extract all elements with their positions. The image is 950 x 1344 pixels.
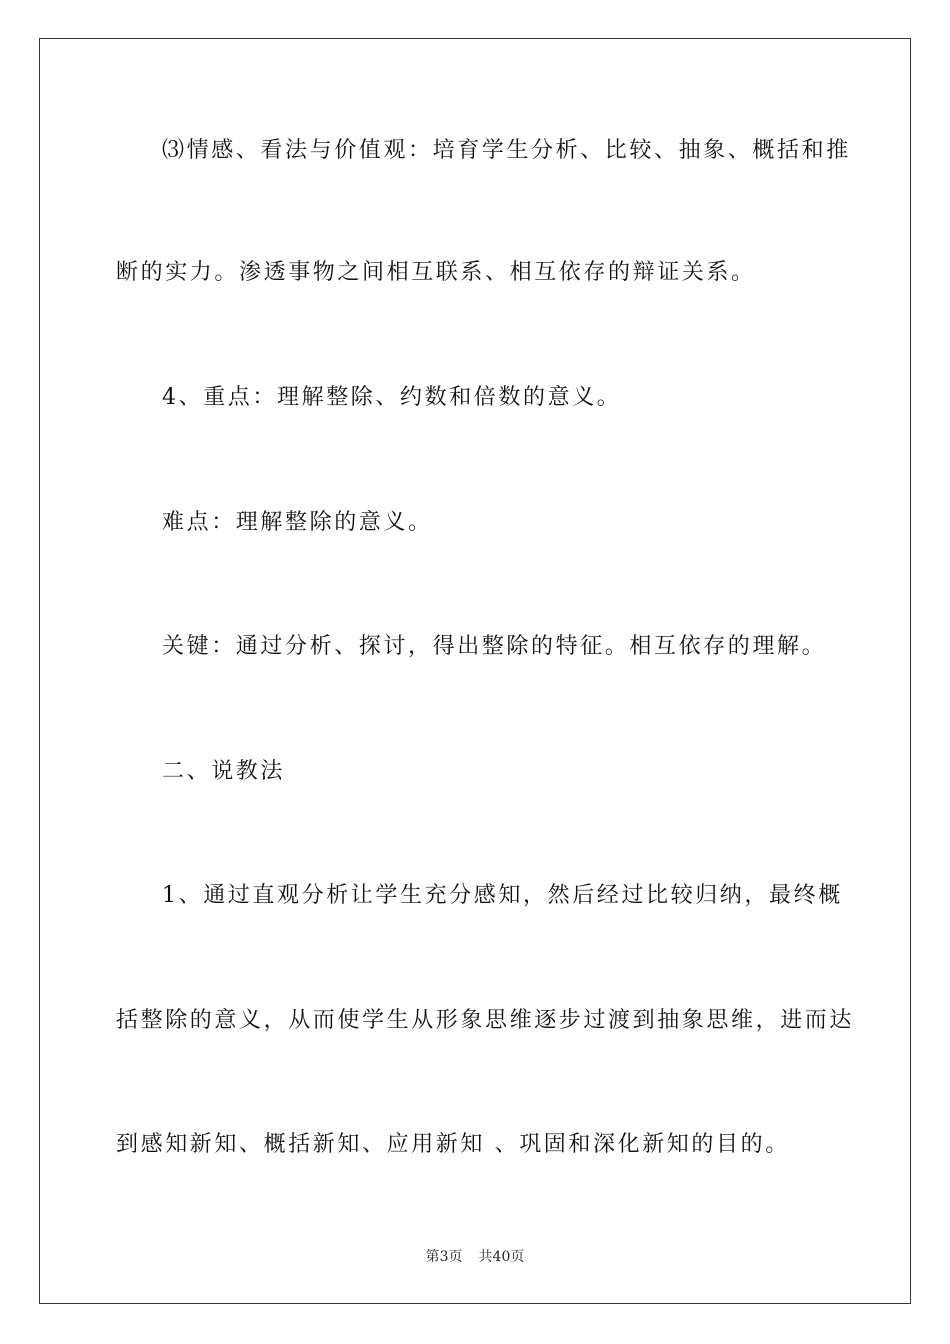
paragraph-line: 难点：理解整除的意义。	[162, 510, 433, 535]
page-total: 共40页	[478, 1249, 525, 1265]
paragraph-line: 4、重点：理解整除、约数和倍数的意义。	[162, 385, 622, 410]
page-number: 第3页	[425, 1249, 463, 1265]
paragraph-line: 关键：通过分析、探讨，得出整除的特征。相互依存的理解。	[162, 634, 827, 659]
paragraph-line: ⑶情感、看法与价值观：培育学生分析、比较、抽象、概括和推	[162, 138, 851, 163]
page-border	[39, 38, 911, 1304]
paragraph-line: 1、通过直观分析让学生充分感知，然后经过比较归纳，最终概	[162, 883, 843, 908]
paragraph-line: 到感知新知、概括新知、应用新知 、巩固和深化新知的目的。	[116, 1132, 790, 1157]
section-heading: 二、说教法	[162, 759, 286, 784]
page-footer	[0, 1248, 950, 1266]
paragraph-line: 断的实力。渗透事物之间相互联系、相互依存的辩证关系。	[116, 260, 756, 285]
paragraph-line: 括整除的意义，从而使学生从形象思维逐步过渡到抽象思维，进而达	[116, 1008, 855, 1033]
